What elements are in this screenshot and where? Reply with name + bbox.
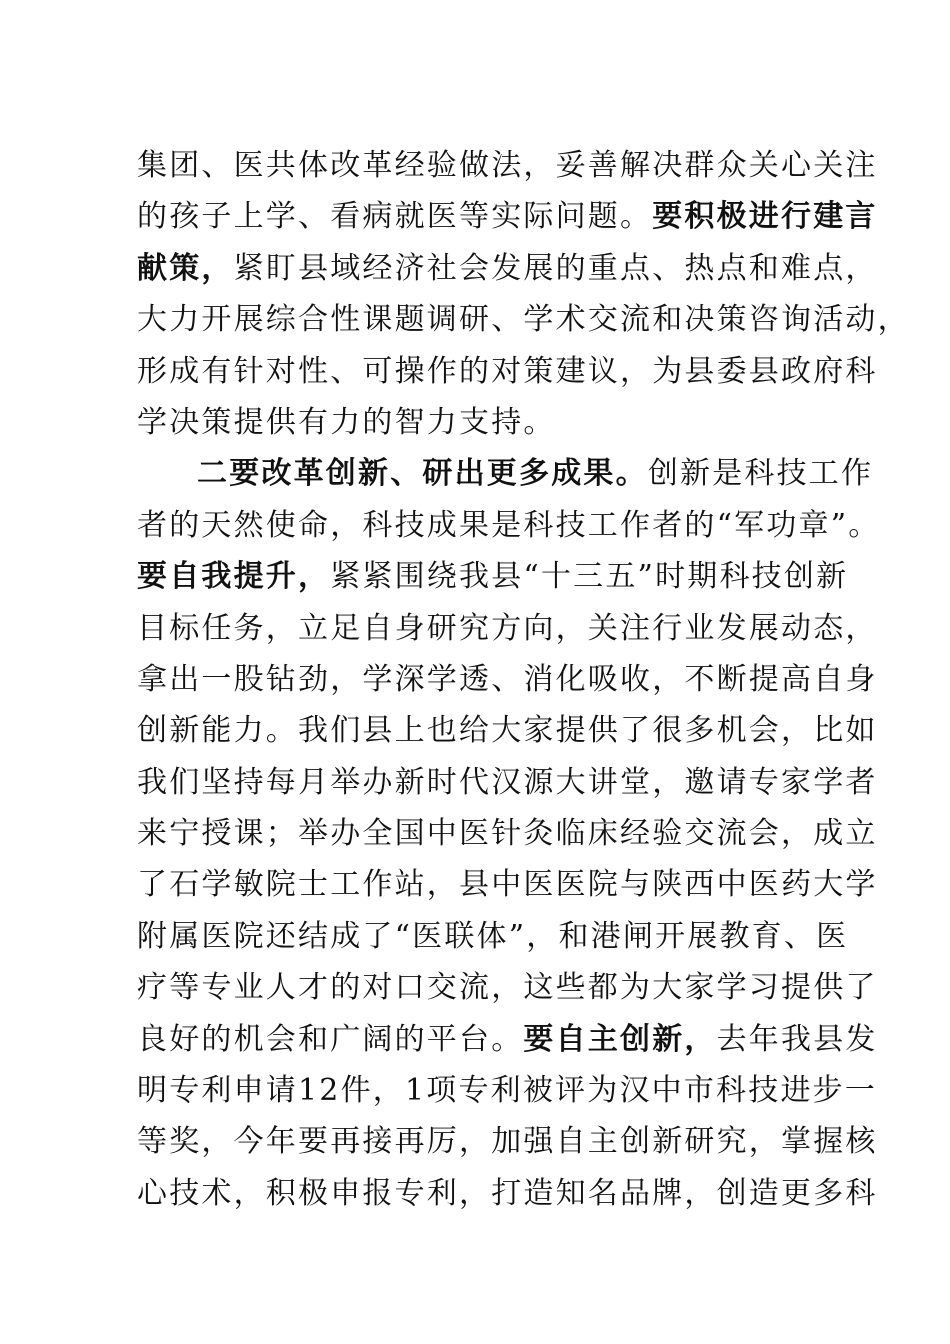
text-line	[137, 243, 878, 294]
text-line	[137, 140, 878, 191]
text-line	[137, 1168, 878, 1219]
text-run: 明专利申请12件，1项专利被评为汉中市科技进步一	[137, 1073, 878, 1109]
text-line	[137, 603, 878, 654]
text-run: 者的天然使命，科技成果是科技工作者的“军功章”。	[137, 507, 881, 543]
text-run: 的孩子上学、看病就医等实际问题。	[137, 199, 653, 235]
bold-text-run: 献策，	[137, 250, 234, 286]
text-run: 拿出一股钻劲，学深学透、消化吸收，不断提高自身	[137, 661, 878, 697]
text-run: 目标任务，立足自身研究方向，关注行业发展动态，	[137, 610, 878, 646]
text-line	[137, 859, 878, 910]
text-line	[137, 911, 849, 962]
text-line	[137, 757, 878, 808]
text-run: 创新是科技工作	[647, 456, 874, 492]
text-line	[137, 1116, 878, 1167]
text-run: 紧盯县域经济社会发展的重点、热点和难点，	[233, 250, 878, 286]
text-run: 我们坚持每月举办新时代汉源大讲堂，邀请专家学者	[137, 764, 878, 800]
text-line	[137, 294, 910, 345]
text-run: 心技术，积极申报专利，打造知名品牌，创造更多科	[137, 1175, 878, 1211]
text-run: 了石学敏院士工作站，县中医医院与陕西中医药大学	[137, 867, 878, 903]
text-line	[137, 551, 849, 602]
text-run: 形成有针对性、可操作的对策建议，为县委县政府科	[137, 353, 878, 389]
text-run: 来宁授课；举办全国中医针灸临床经验交流会，成立	[137, 816, 878, 852]
text-line	[137, 705, 878, 756]
text-line	[137, 808, 878, 859]
text-run: 紧紧围绕我县“十三五”时期科技创新	[330, 559, 849, 595]
bold-text-run: 要自我提升，	[137, 559, 331, 595]
document-body	[137, 140, 910, 1219]
text-run: 学决策提供有力的智力支持。	[137, 404, 556, 440]
text-run: 大力开展综合性课题调研、学术交流和决策咨询活动，	[137, 302, 910, 338]
text-line	[137, 397, 817, 448]
text-run: 创新能力。我们县上也给大家提供了很多机会，比如	[137, 713, 878, 749]
text-line	[137, 500, 881, 551]
text-run: 集团、医共体改革经验做法，妥善解决群众关心关注	[137, 148, 878, 183]
text-line	[137, 1065, 878, 1116]
text-line	[137, 654, 878, 705]
text-run: 附属医院还结成了“医联体”，和港闸开展教育、医	[137, 918, 849, 954]
text-run: 良好的机会和广阔的平台。	[137, 1021, 524, 1057]
bold-text-run: 要积极进行建言	[652, 199, 878, 235]
text-line	[137, 191, 878, 242]
text-line	[137, 1014, 878, 1065]
text-line	[137, 346, 878, 397]
text-run: 疗等专业人才的对口交流，这些都为大家学习提供了	[137, 970, 878, 1006]
text-line	[137, 448, 874, 499]
bold-text-run: 要自主创新，	[523, 1021, 717, 1057]
text-run: 去年我县发	[716, 1021, 878, 1057]
text-line	[137, 962, 878, 1013]
bold-text-run: 二要改革创新、研出更多成果。	[197, 456, 648, 492]
text-run: 等奖，今年要再接再厉，加强自主创新研究，掌握核	[137, 1124, 878, 1160]
